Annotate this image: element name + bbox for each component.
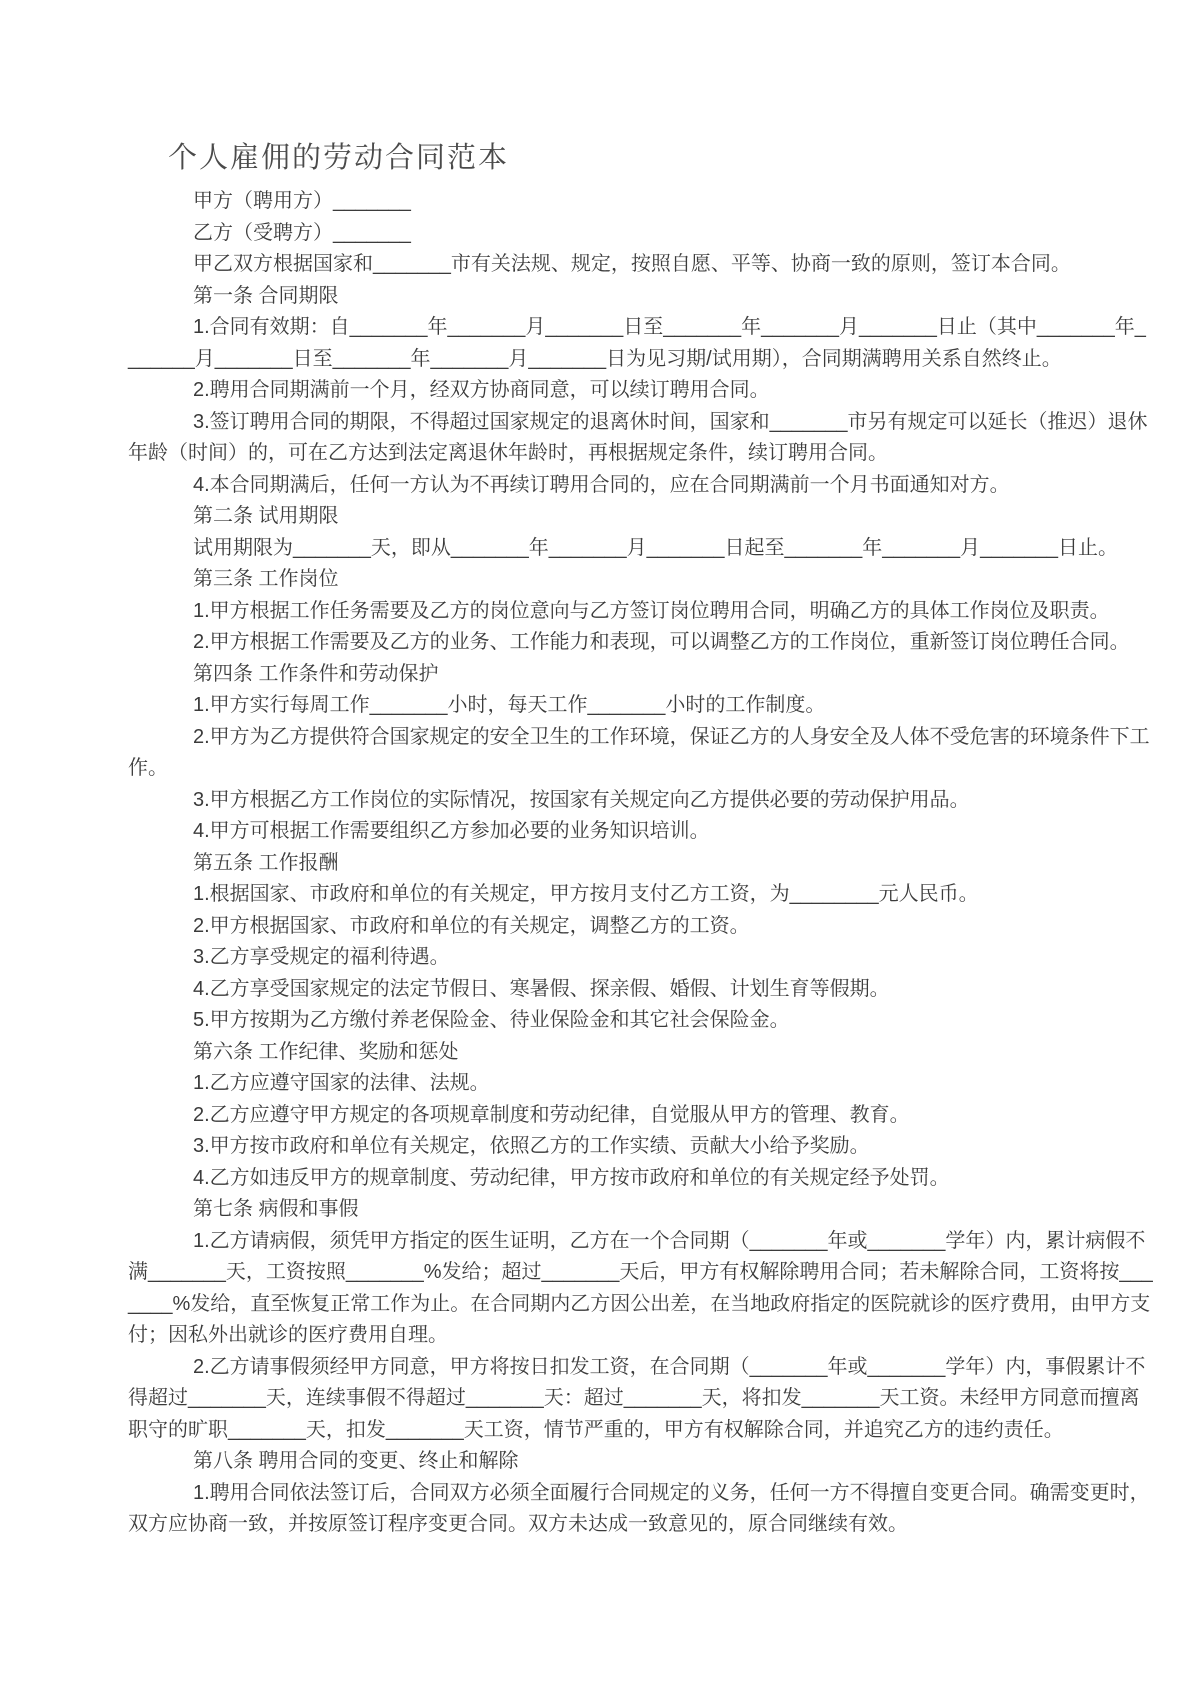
contract-paragraph: 2.甲方为乙方提供符合国家规定的安全卫生的工作环境，保证乙方的人身安全及人体不受危害的环境条件下工作。 [128, 725, 1150, 779]
contract-paragraph: 3.乙方享受规定的福利待遇。 [193, 946, 450, 968]
contract-paragraph: 2.乙方应遵守甲方规定的各项规章制度和劳动纪律，自觉服从甲方的管理、教育。 [193, 1103, 910, 1126]
section-heading: 第四条 工作条件和劳动保护 [193, 662, 439, 685]
contract-paragraph: 4.乙方如违反甲方的规章制度、劳动纪律，甲方按市政府和单位的有关规定经予处罚。 [193, 1166, 950, 1189]
document-title: 个人雇佣的劳动合同范本 [168, 142, 510, 174]
contract-paragraph: 1.甲方根据工作任务需要及乙方的岗位意向与乙方签订岗位聘用合同，明确乙方的具体工作岗位及职责。 [193, 599, 1110, 622]
contract-paragraph: 甲方（聘用方）_______ [193, 190, 411, 212]
contract-paragraph: 5.甲方按期为乙方缴付养老保险金、待业保险金和其它社会保险金。 [193, 1009, 790, 1031]
section-heading: 第三条 工作岗位 [193, 568, 339, 590]
contract-paragraph: 1.乙方请病假，须凭甲方指定的医生证明，乙方在一个合同期（_______年或_______学年）内，累计病假不满_______天，工资按照_______%发给；超过_______天后，甲方有权解除聘用合同；若未解除合同，工资将按_______%发给，直至恢复正常工作为止。在合同期内乙方因公出差，在当地政府指定的医院就诊的医疗费用，由甲方支付；因私外出就诊的医疗费用自理。 [128, 1229, 1153, 1346]
section-heading: 第二条 试用期限 [193, 505, 339, 527]
contract-paragraph: 1.聘用合同依法签订后，合同双方必须全面履行合同规定的义务，任何一方不得擅自变更合同。确需变更时，双方应协商一致，并按原签订程序变更合同。双方未达成一致意见的，原合同继续有效。 [128, 1481, 1150, 1535]
contract-paragraph: 3.签订聘用合同的期限，不得超过国家规定的退离休时间，国家和_______市另有规定可以延长（推迟）退休年龄（时间）的，可在乙方达到法定离退休年龄时，再根据规定条件，续订聘用合同。 [128, 410, 1148, 464]
contract-paragraph: 试用期限为_______天，即从_______年_______月_______日起至_______年_______月_______日止。 [193, 536, 1119, 559]
section-heading: 第五条 工作报酬 [193, 851, 339, 874]
section-heading: 第七条 病假和事假 [193, 1198, 359, 1220]
contract-paragraph: 甲乙双方根据国家和_______市有关法规、规定，按照自愿、平等、协商一致的原则，签订本合同。 [193, 253, 1071, 275]
contract-paragraph: 1.乙方应遵守国家的法律、法规。 [193, 1072, 490, 1094]
contract-paragraph: 3.甲方根据乙方工作岗位的实际情况，按国家有关规定向乙方提供必要的劳动保护用品。 [193, 788, 970, 811]
contract-paragraph: 2.甲方根据国家、市政府和单位的有关规定，调整乙方的工资。 [193, 914, 750, 937]
contract-paragraph: 2.乙方请事假须经甲方同意，甲方将按日扣发工资，在合同期（_______年或_______学年）内，事假累计不得超过_______天，连续事假不得超过_______天：超过_______天，将扣发_______天工资。未经甲方同意而擅离职守的旷职_______天，扣发_______天工资，情节严重的，甲方有权解除合同，并追究乙方的违约责任。 [128, 1355, 1146, 1441]
contract-paragraph: 1.根据国家、市政府和单位的有关规定，甲方按月支付乙方工资，为________元人民币。 [193, 883, 979, 905]
contract-paragraph: 4.本合同期满后，任何一方认为不再续订聘用合同的，应在合同期满前一个月书面通知对方。 [193, 473, 1010, 496]
contract-paragraph: 1.合同有效期：自_______年_______月_______日至_______年_______月_______日止（其中_______年_______月_______日至_______年_______月_______日为见习期/试用期），合同期满聘用关系自然终止。 [128, 316, 1146, 370]
contract-paragraph: 2.甲方根据工作需要及乙方的业务、工作能力和表现，可以调整乙方的工作岗位，重新签订岗位聘任合同。 [193, 631, 1130, 653]
contract-paragraph: 2.聘用合同期满前一个月，经双方协商同意，可以续订聘用合同。 [193, 379, 770, 401]
contract-paragraph: 4.乙方享受国家规定的法定节假日、寒暑假、探亲假、婚假、计划生育等假期。 [193, 977, 890, 1000]
contract-paragraph: 3.甲方按市政府和单位有关规定，依照乙方的工作实绩、贡献大小给予奖励。 [193, 1135, 870, 1157]
contract-body [128, 186, 1154, 1541]
contract-paragraph: 乙方（受聘方）_______ [193, 221, 411, 244]
contract-paragraph: 1.甲方实行每周工作_______小时，每天工作_______小时的工作制度。 [193, 694, 826, 716]
contract-paragraph: 4.甲方可根据工作需要组织乙方参加必要的业务知识培训。 [193, 820, 710, 842]
section-heading: 第六条 工作纪律、奖励和惩处 [193, 1040, 459, 1063]
section-heading: 第八条 聘用合同的变更、终止和解除 [193, 1450, 519, 1472]
section-heading: 第一条 合同期限 [193, 284, 339, 307]
